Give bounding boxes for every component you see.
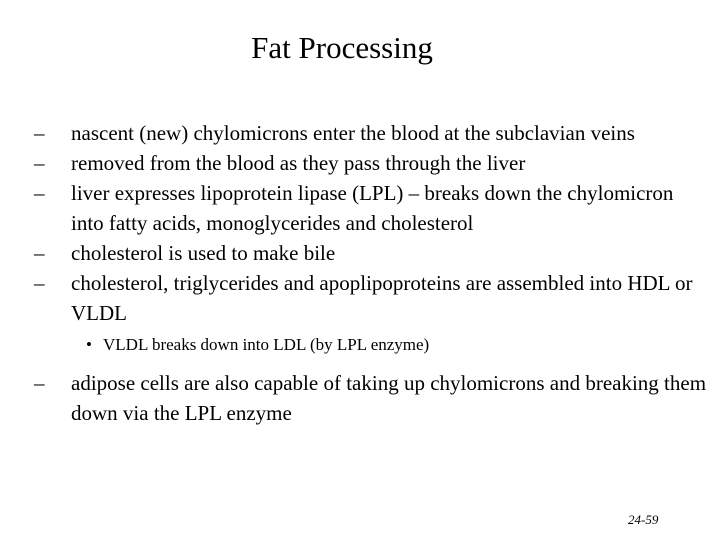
bullet-item xyxy=(34,368,710,428)
bullet-text: cholesterol, triglycerides and apoplipoproteins are assembled into HDL or VLDL xyxy=(71,271,693,325)
dash-bullet-marker: – xyxy=(34,271,45,295)
bullet-text: liver expresses lipoprotein lipase (LPL) – breaks down the chylomicron into fatty acids, monoglycerides and cholesterol xyxy=(71,181,674,235)
bullet-text: adipose cells are also capable of taking up chylomicrons and breaking them down via the LPL enzyme xyxy=(71,371,707,425)
dot-bullet-marker: • xyxy=(86,335,92,354)
bullet-item xyxy=(34,118,710,148)
sub-bullet-text: VLDL breaks down into LDL (by LPL enzyme) xyxy=(103,335,430,354)
page-number: 24-59 xyxy=(628,512,659,527)
sub-bullet-item xyxy=(34,334,710,356)
dash-bullet-marker: – xyxy=(34,151,45,175)
bullet-item xyxy=(34,268,710,328)
bullet-text: removed from the blood as they pass through the liver xyxy=(71,151,526,175)
dash-bullet-marker: – xyxy=(34,181,45,205)
bullet-text: nascent (new) chylomicrons enter the blood at the subclavian veins xyxy=(71,121,635,145)
dash-bullet-marker: – xyxy=(34,241,45,265)
bullet-text: cholesterol is used to make bile xyxy=(71,241,336,265)
bullet-item xyxy=(34,238,710,268)
bullet-item xyxy=(34,148,710,178)
dash-bullet-marker: – xyxy=(34,371,45,395)
slide-title: Fat Processing xyxy=(251,30,433,65)
dash-bullet-marker: – xyxy=(34,121,45,145)
bullet-list xyxy=(34,118,710,428)
bullet-item xyxy=(34,178,710,238)
